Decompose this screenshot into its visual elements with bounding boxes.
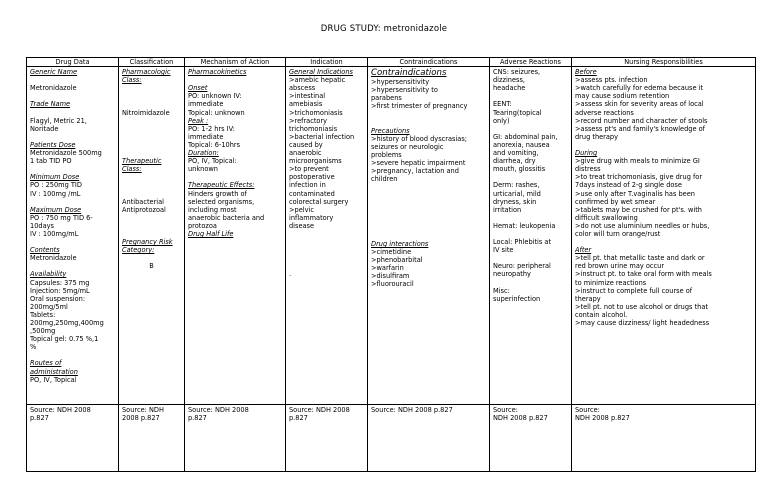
after-label: After: [575, 246, 592, 255]
source-cell: [490, 405, 572, 472]
adverse-gi: GI: abdominal pain, anorexia, nausea and vomiting, diarrhea, dry mouth, glossitis: [493, 132, 558, 174]
source-text: Source: NDH 2008 p.827: [289, 406, 350, 423]
before-list: >assess pts. infection >watch carefully for edema because it may cause sodium retention >assess skin for severity areas of local adverse reactions >record number and character of stools >assess pt's and family's knowledge of drug therapy: [575, 76, 708, 141]
precautions-list: >history of blood dyscrasias; seizures or neurologic problems >severe hepatic impairment >pregnancy, lactation and children: [371, 134, 467, 184]
patients-dose-label: Patients Dose: [30, 140, 76, 149]
drug-interactions-label: Drug interactions: [371, 239, 429, 248]
source-row: [27, 405, 756, 472]
pregnancy-category: B: [149, 262, 154, 271]
during-label: During: [575, 149, 598, 158]
nursing-cell: [572, 67, 756, 405]
before-label: Before: [575, 68, 597, 77]
drug-data-cell: [27, 67, 119, 405]
patients-dose: Metronidazole 500mg 1 tab TID PO: [30, 149, 102, 166]
adverse-derm: Derm: rashes, urticarial, mild dryness, skin irritation: [493, 181, 541, 214]
contraindications-label: Contraindications: [371, 68, 447, 79]
maximum-dose-label: Maximum Dose: [30, 205, 82, 214]
therapeutic-class: Antibacterial Antiprotozoal: [122, 197, 166, 214]
source-text: Source: NDH 2008 p.827: [188, 406, 249, 423]
header-mechanism: Mechanism of Action: [185, 58, 286, 67]
pharmacologic-class: Nitroimidazole: [122, 108, 170, 117]
therapeutic-class-label: Therapeutic Class:: [122, 157, 162, 174]
peak-label: Peak :: [188, 116, 209, 125]
header-drug-data: Drug Data: [27, 58, 119, 67]
pharmacokinetics-label: Pharmacokinetics: [188, 68, 247, 77]
source-cell: [27, 405, 119, 472]
adverse-hemat: Hemat: leukopenia: [493, 221, 556, 230]
contents-label: Contents: [30, 246, 60, 255]
therapeutic-effects: Hinders growth of selected organisms, including most anaerobic bacteria and protozoa: [188, 189, 265, 230]
adverse-local: Local: Phlebitis at IV site: [493, 238, 552, 255]
header-nursing-responsibilities: Nursing Responsibilities: [572, 58, 756, 67]
drug-interactions-list: >cimetidine >phenobarbital >warfarin >disulfiram >fluorouracil: [371, 248, 423, 289]
minimum-dose-label: Minimum Dose: [30, 173, 80, 182]
adverse-reactions-cell: [490, 67, 572, 405]
adverse-misc: Misc: superinfection: [493, 286, 541, 303]
source-text: Source: NDH 2008 p.827: [122, 406, 164, 423]
contraindications-list: >hypersensitivity >hypersensitivity to parabens >first trimester of pregnancy: [371, 78, 468, 111]
half-life-label: Drug Half Life: [188, 229, 234, 238]
header-row: [27, 58, 756, 67]
peak: PO: 1-2 hrs IV: immediate Topical: 6-10hrs: [188, 124, 241, 149]
duration-label: Duration:: [188, 149, 219, 158]
header-classification: Classification: [119, 58, 185, 67]
adverse-cns: CNS: seizures, dizziness, headache: [493, 68, 541, 93]
contraindications-cell: [368, 67, 490, 405]
availability-label: Availability: [30, 270, 67, 279]
adverse-neuro: Neuro: peripheral neuropathy: [493, 262, 551, 279]
generic-name-label: Generic Name: [30, 68, 78, 77]
header-indication: Indication: [286, 58, 368, 67]
therapeutic-effects-label: Therapeutic Effects:: [188, 181, 255, 190]
indication-cell: [286, 67, 368, 405]
routes-label: Routes of administration: [30, 359, 78, 376]
source-cell: [368, 405, 490, 472]
source-cell: [185, 405, 286, 472]
pregnancy-category-label: Pregnancy Risk Category:: [122, 238, 173, 255]
source-text: Source: NDH 2008 p.827: [30, 406, 91, 423]
precautions-label: Precautions: [371, 126, 410, 135]
trade-name: Flagyl, Metric 21, Noritade: [30, 116, 87, 133]
contents: Metronidazole: [30, 254, 77, 263]
source-text: Source: NDH 2008 p.827: [493, 406, 548, 423]
duration: PO, IV, Topical: unknown: [188, 157, 237, 174]
general-indications-label: General Indications: [289, 68, 353, 77]
source-text: Source: NDH 2008 p.827: [371, 406, 453, 415]
page-title: DRUG STUDY: metronidazole: [320, 24, 448, 34]
mechanism-cell: [185, 67, 286, 405]
trade-name-label: Trade Name: [30, 100, 71, 109]
after-list: >tell pt. that metallic taste and dark or red brown urine may occur >instruct pt. to take oral form with meals to minimize reactions >instruct to complete full course of therapy >tell pt. not to use alcohol or drugs that contain alcohol. >may cause dizziness/ light headedness: [575, 254, 712, 327]
minimum-dose: PO : 250mg TID IV : 100mg /mL: [30, 181, 82, 198]
source-cell: [572, 405, 756, 472]
header-adverse-reactions: Adverse Reactions: [490, 58, 572, 67]
routes: PO, IV, Topical: [30, 375, 77, 384]
adverse-eent: EENT: Tearing(topical only): [493, 100, 542, 125]
indication-dot: .: [289, 270, 292, 279]
drug-study-table: [26, 57, 756, 472]
header-contraindications: Contraindications: [368, 58, 490, 67]
classification-cell: [119, 67, 185, 405]
onset: PO: unknown IV: immediate Topical: unknown: [188, 92, 245, 117]
availability: Capsules: 375 mg Injection: 5mg/mL Oral suspension: 200mg/5ml Tablets: 200mg,250mg,400mg ,500mg Topical gel: 0.75 %,1 %: [30, 278, 104, 352]
general-indications: >amebic hepatic abscess >intestinal amebiasis >trichomoniasis >refractory trichomoniasis >bacterial infection caused by anaerobic microorganisms >to prevent postoperative infection in contaminated colorectal surgery >pelvic inflammatory disease: [289, 76, 355, 230]
source-text: Source: NDH 2008 p.827: [575, 406, 630, 423]
source-cell: [119, 405, 185, 472]
source-cell: [286, 405, 368, 472]
pharmacologic-class-label: Pharmacologic Class:: [122, 68, 171, 85]
generic-name: Metronidazole: [30, 84, 77, 93]
during-list: >give drug with meals to minimize GI distress >to treat trichomoniasis, give drug for 7days instead of 2-g single dose >use only after T.vaginalis has been confirmed by wet smear >tablets may be crushed for pt's. with difficult swallowing >do not use aluminium needles or hubs, color will turn orange/rust: [575, 157, 710, 238]
maximum-dose: PO : 750 mg TID 6- 10days IV : 100mg/mL: [30, 213, 93, 238]
onset-label: Onset: [188, 84, 208, 93]
content-row: [27, 67, 756, 405]
